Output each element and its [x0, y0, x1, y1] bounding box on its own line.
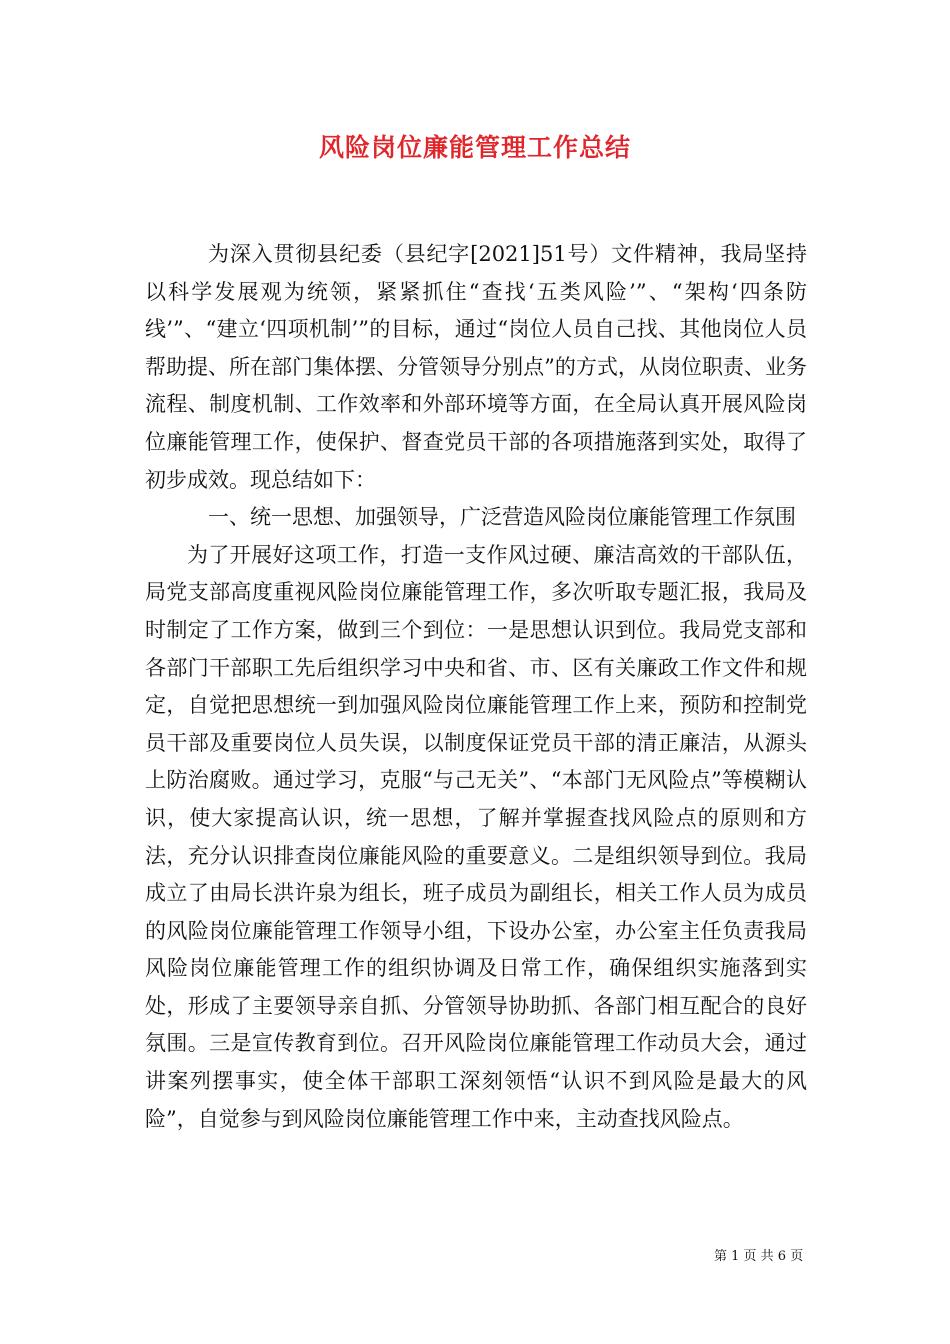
section-heading-1: 一、统一思想、加强领导，广泛营造风险岗位廉能管理工作氛围: [208, 505, 796, 530]
page-number: 第 1 页 共 6 页: [714, 1249, 804, 1264]
document-title: 风险岗位廉能管理工作总结: [318, 133, 631, 162]
paragraph-intro: 为深入贯彻县纪委（县纪字[2021]51号）文件精神，我局坚持以科学发展观为统领，紧紧抓住“查找‘五类风险’”、“架构‘四条防线’”、“建立‘四项机制’”的目标，通过“岗位人员自己找、其他岗位人员帮助提、所在部门集体摆、分管领导分别点”的方式，从岗位职责、业务流程、制度机制、工作效率和外部环境等方面，在全局认真开展风险岗位廉能管理工作，使保护、督查党员干部的各项措施落到实处，取得了初步成效。现总结如下：: [145, 242, 807, 492]
paragraph-section-1: 为了开展好这项工作，打造一支作风过硬、廉洁高效的干部队伍，局党支部高度重视风险岗位廉能管理工作，多次听取专题汇报，我局及时制定了工作方案，做到三个到位：一是思想认识到位。我局党支部和各部门干部职工先后组织学习中央和省、市、区有关廉政工作文件和规定，自觉把思想统一到加强风险岗位廉能管理工作上来，预防和控制党员干部及重要岗位人员失误，以制度保证党员干部的清正廉洁，从源头上防治腐败。通过学习，克服“与己无关”、“本部门无风险点”等模糊认识，使大家提高认识，统一思想，了解并掌握查找风险点的原则和方法，充分认识排查岗位廉能风险的重要意义。二是组织领导到位。我局成立了由局长洪许泉为组长，班子成员为副组长，相关工作人员为成员的风险岗位廉能管理工作领导小组，下设办公室，办公室主任负责我局风险岗位廉能管理工作的组织协调及日常工作，确保组织实施落到实处，形成了主要领导亲自抓、分管领导协助抓、各部门相互配合的良好氛围。三是宣传教育到位。召开风险岗位廉能管理工作动员大会，通过讲案列摆事实，使全体干部职工深刻领悟“认识不到风险是最大的风险”，自觉参与到风险岗位廉能管理工作中来，主动查找风险点。: [145, 542, 807, 1131]
document-body: [145, 236, 807, 1138]
